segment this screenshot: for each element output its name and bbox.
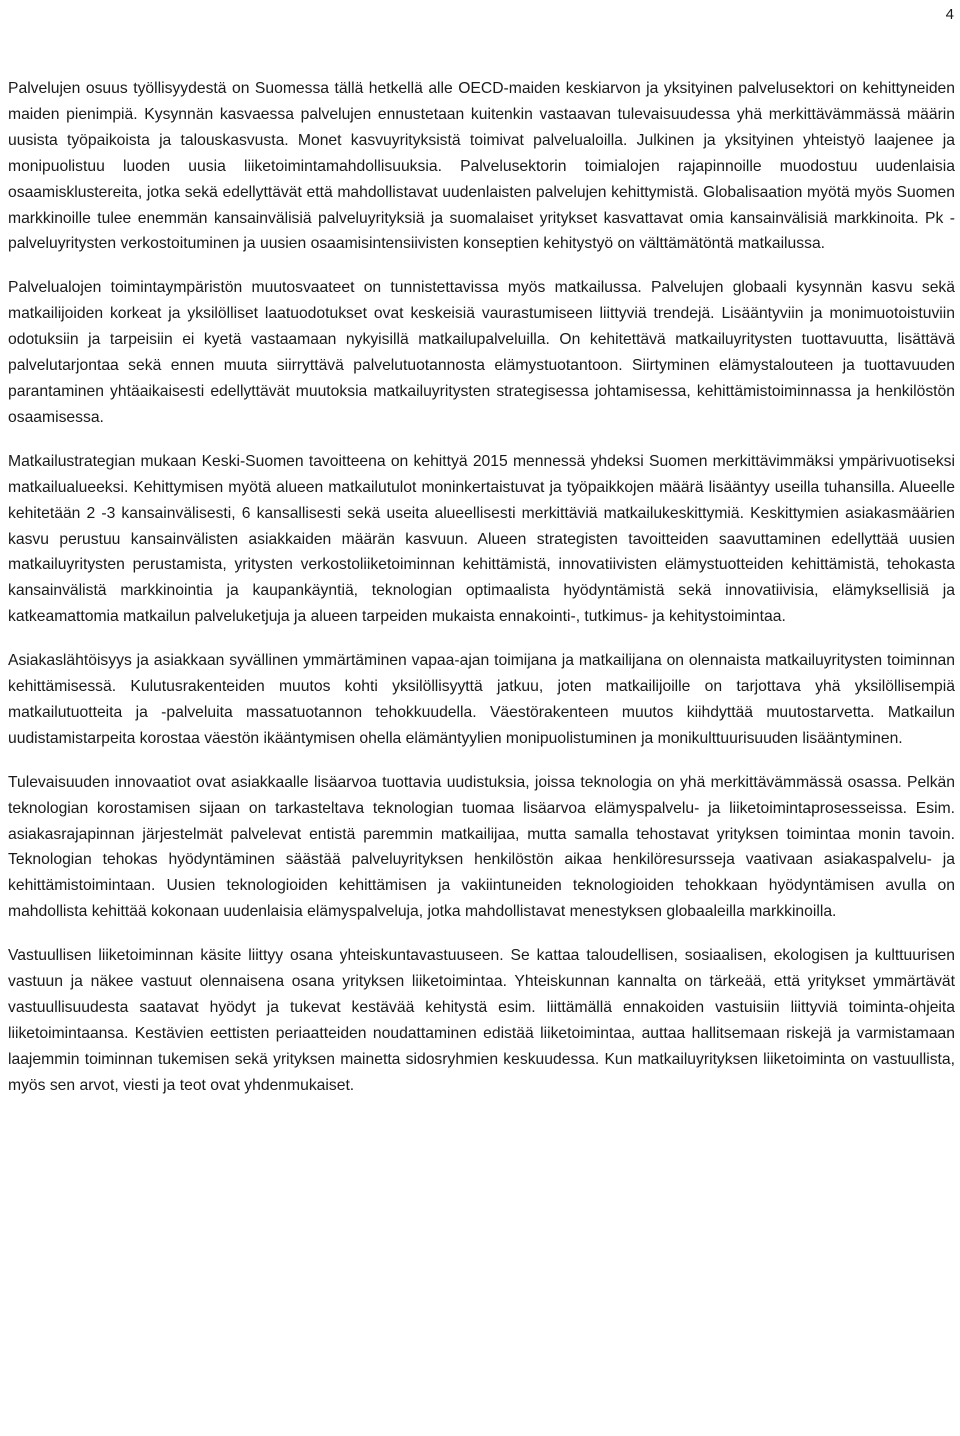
page-number: 4 xyxy=(945,6,954,23)
paragraph-customer-orientation: Asiakaslähtöisyys ja asiakkaan syvällinen ymmärtäminen vapaa-ajan toimijana ja matkailijana on olennaista matkailuyritysten toiminnan kehittämisessä. Kulutusrakenteiden muutos kohti yksilöllisyyttä jatkuu, joten matkailijoille on tarjottava yhä yksilöllisempiä matkailutuotteita ja -palveluita massatuotannon tehokkuudella. Väestörakenteen muutos kiihdyttää muutostarvetta. Matkailun uudistamistarpeita korostaa väestön ikääntymisen ohella elämäntyylien monipuolistuminen ja monikulttuurisuuden lisääntyminen. xyxy=(8,652,955,747)
document-body xyxy=(8,76,955,1117)
paragraph-service-sector: Palvelujen osuus työllisyydestä on Suomessa tällä hetkellä alle OECD-maiden keskiarvon ja yksityinen palvelusektori on kehittyneiden maiden pienimpiä. Kysynnän kasvaessa palvelujen ennustetaan kuitenkin vastaavan tulevaisuudessa yhä merkittävämmässä määrin uusista työpaikoista ja talouskasvusta. Monet kasvuyrityksistä toimivat palvelualoilla. Julkinen ja yksityinen yhteistyö laajenee ja monipuolistuu luoden uusia liiketoimintamahdollisuuksia. Palvelusektorin toimialojen rajapinnoille muodostuu uudenlaisia osaamisklustereita, jotka sekä edellyttävät että mahdollistavat uudenlaisten palvelujen kehittymistä. Globalisaation myötä myös Suomen markkinoille tulee enemmän kansainvälisiä palveluyrityksiä ja suomalaiset yritykset kasvattavat omia kansainvälisiä markkinoita. Pk -palveluyritysten verkostoituminen ja uusien osaamisintensiivisten konseptien kehitystyö on välttämätöntä matkailussa. xyxy=(8,80,955,253)
paragraph-responsible-business: Vastuullisen liiketoiminnan käsite liittyy osana yhteiskuntavastuuseen. Se kattaa taloudellisen, sosiaalisen, ekologisen ja kulttuurisen vastuun ja näkee vastuut olennaisena osana yrityksen liiketoimintaa. Yhteiskunnan kannalta on tärkeää, että yritykset ymmärtävät vastuullisuudesta saatavat hyödyt ja tukevat kestävää kehitystä esim. liittämällä ennakoiden vastuisiin liittyviä toiminta-ohjeita liiketoimintaansa. Kestävien eettisten periaatteiden noudattaminen edistää liiketoimintaa, auttaa hallitsemaan riskejä ja varmistamaan laajemmin toiminnan tukemisen sekä yrityksen mainetta sidosryhmien keskuudessa. Kun matkailuyrityksen liiketoiminta on vastuullista, myös sen arvot, viesti ja teot ovat yhdenmukaiset. xyxy=(8,947,955,1094)
paragraph-tourism-strategy: Matkailustrategian mukaan Keski-Suomen tavoitteena on kehittyä 2015 mennessä yhdeksi Suomen merkittävimmäksi ympärivuotiseksi matkailualueeksi. Kehittymisen myötä alueen matkailutulot moninkertaistuvat ja työpaikkojen määrä lisääntyy useilla tuhansilla. Alueelle kehitetään 2 -3 kansainvälisesti, 6 kansallisesti sekä useita alueellisesti merkittäviä matkailukeskittymiä. Keskittymien asiakasmäärien kasvu perustuu kansainvälisten asiakkaiden määrän kasvuun. Alueen strategisten tavoitteiden saavuttaminen edellyttää uusien matkailuyritysten perustamista, yritysten verkostoliiketoiminnan kehittämistä, innovatiivisten elämystuotteiden kehittämistä, tehokasta kansainvälistä markkinointia ja kaupankäyntiä, teknologian optimaalista hyödyntämistä sekä innovatiivisia, elämyksellisiä ja katkeamattomia matkailun palveluketjuja ja alueen tarpeiden mukaista ennakointi-, tutkimus- ja kehitystoimintaa. xyxy=(8,452,955,626)
paragraph-operating-environment: Palvelualojen toimintaympäristön muutosvaateet on tunnistettavissa myös matkailussa. Palvelujen globaali kysynnän kasvu sekä matkailijoiden korkeat ja yksilölliset laatuodotukset ovat keskeisiä vaurastumiseen liittyviä trendejä. Lisääntyviin ja monimuotoistuviin odotuksiin ja tarpeisiin ei kyetä vastaamaan nykyisillä matkailupalveluilla. On kehitettävä matkailuyritysten tuottavuutta, lisättävä palvelutarjontaa sekä ennen muuta siirryttävä palvelutuotannosta elämystuotantoon. Siirtyminen elämystalouteen ja tuottavuuden parantaminen yhtäaikaisesti edellyttävät muutoksia matkailuyritysten strategisessa johtamisessa, kehittämistoiminnassa ja henkilöstön osaamisessa. xyxy=(8,279,955,426)
paragraph-innovations: Tulevaisuuden innovaatiot ovat asiakkaalle lisäarvoa tuottavia uudistuksia, joissa teknologia on yhä merkittävämmässä osassa. Pelkän teknologian korostamisen sijaan on tarkasteltava teknologian tuomaa lisäarvoa elämyspalvelu- ja liiketoimintaprosesseissa. Esim. asiakasrajapinnan järjestelmät palvelevat entistä paremmin matkailijaa, mutta samalla tehostavat yrityksen toimintaa monin tavoin. Teknologian tehokas hyödyntäminen säästää palveluyrityksen henkilöstön aikaa henkilöresursseja vaativaan asiakaspalvelu- ja kehittämistoimintaan. Uusien teknologioiden kehittämisen ja vakiintuneiden teknologioiden tehokkaan hyödyntämisen avulla on mahdollista kehittää kokonaan uudenlaisia elämyspalveluja, jotka mahdollistavat menestyksen globaaleilla markkinoilla. xyxy=(8,773,955,921)
